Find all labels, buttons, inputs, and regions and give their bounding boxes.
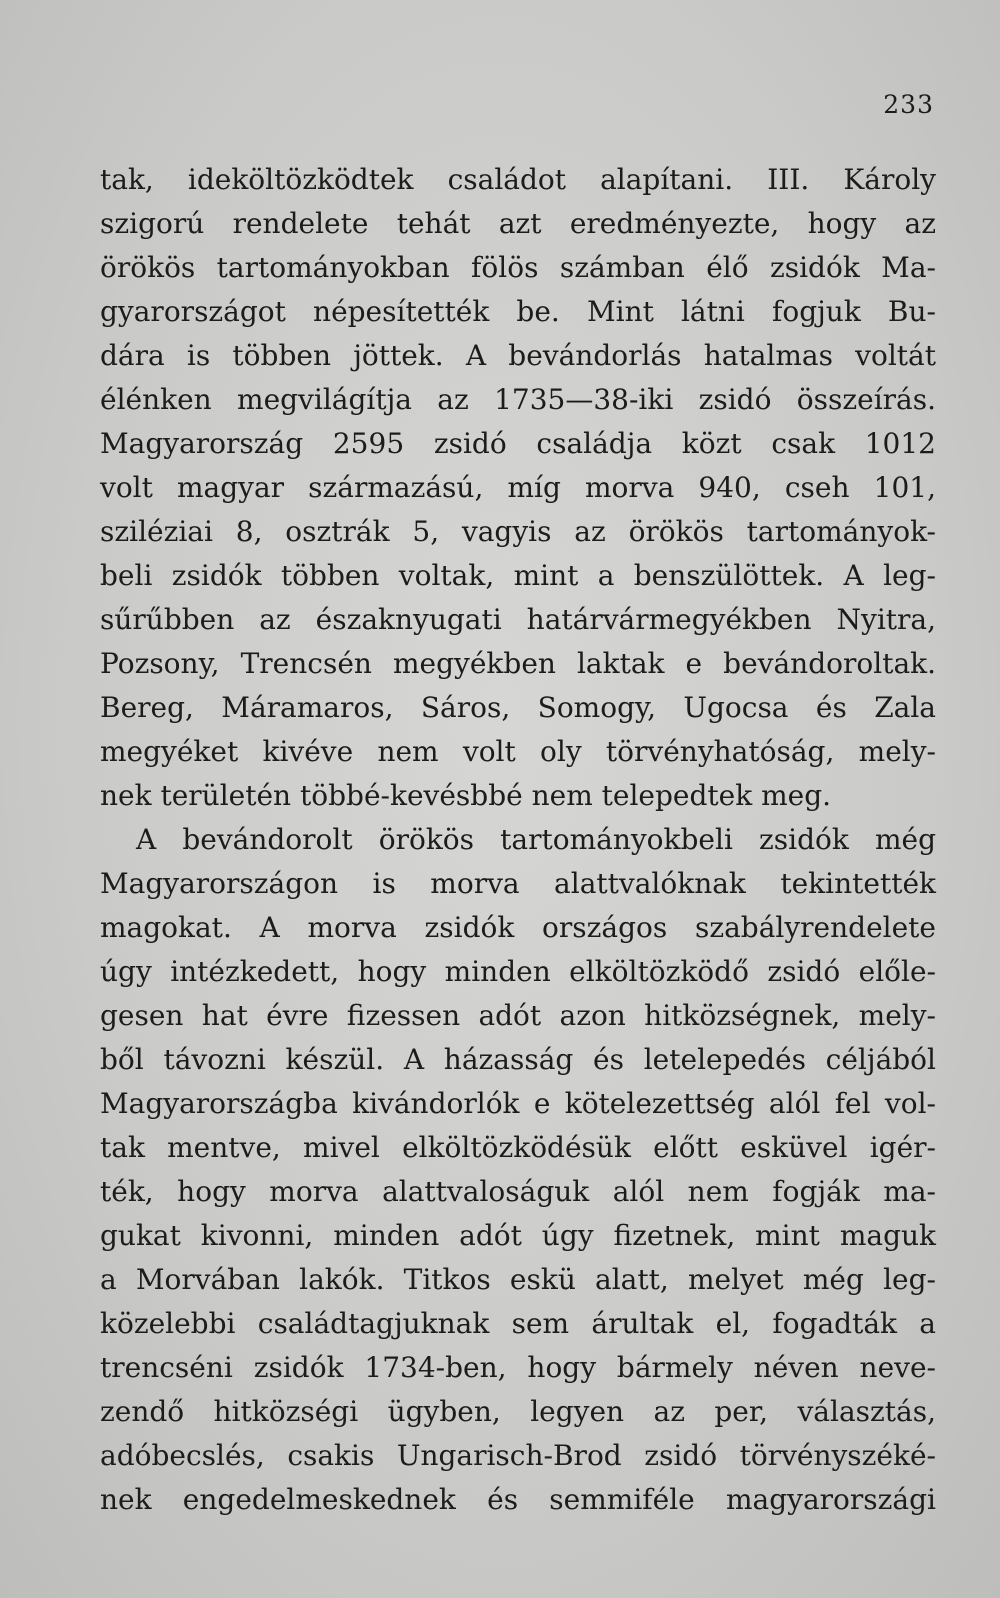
- text-line: Bereg, Máramaros, Sáros, Somogy, Ugocsa és Zala: [100, 691, 936, 724]
- text-line: Magyarország 2595 zsidó családja közt csak 1012: [100, 427, 936, 460]
- text-line: szigorú rendelete tehát azt eredményezte, hogy az: [100, 207, 936, 240]
- text-line: ték, hogy morva alattvaloságuk alól nem fogják ma-: [100, 1175, 936, 1208]
- text-line: nek területén többé-kevésbbé nem telepedtek meg.: [100, 779, 832, 812]
- text-line: tak mentve, mivel elköltözködésük előtt esküvel igér-: [100, 1131, 936, 1164]
- text-line: a Morvában lakók. Titkos eskü alatt, melyet még leg-: [100, 1263, 936, 1296]
- text-line: gukat kivonni, minden adót úgy fizetnek, mint maguk: [100, 1219, 936, 1252]
- text-line: volt magyar származású, míg morva 940, cseh 101,: [100, 471, 936, 504]
- text-line: gesen hat évre fizessen adót azon hitközségnek, mely-: [100, 999, 936, 1032]
- text-line: adóbecslés, csakis Ungarisch-Brod zsidó törvényszéké-: [100, 1439, 936, 1472]
- text-line: élénken megvilágítja az 1735—38-iki zsidó összeírás.: [100, 383, 936, 416]
- text-line: dára is többen jöttek. A bevándorlás hatalmas voltát: [100, 339, 936, 372]
- text-line: magokat. A morva zsidók országos szabályrendelete: [100, 911, 936, 944]
- text-line: tak, ideköltözködtek családot alapítani. III. Károly: [100, 163, 936, 196]
- text-line: beli zsidók többen voltak, mint a benszülöttek. A leg-: [100, 559, 936, 592]
- text-line: nek engedelmeskednek és semmiféle magyarországi: [100, 1483, 936, 1516]
- text-line: ből távozni készül. A házasság és letelepedés céljából: [100, 1043, 936, 1076]
- text-line: zendő hitközségi ügyben, legyen az per, választás,: [100, 1395, 936, 1428]
- text-line: örökös tartományokban fölös számban élő zsidók Ma-: [100, 251, 936, 284]
- text-line: sűrűbben az északnyugati határvármegyékben Nyitra,: [100, 603, 936, 636]
- text-line: közelebbi családtagjuknak sem árultak el, fogadták a: [100, 1307, 936, 1340]
- body-text: [100, 158, 936, 1522]
- text-line: Pozsony, Trencsén megyékben laktak e bevándoroltak.: [100, 647, 936, 680]
- text-line: sziléziai 8, osztrák 5, vagyis az örökös tartományok-: [100, 515, 936, 548]
- text-line: trencséni zsidók 1734-ben, hogy bármely néven neve-: [100, 1351, 936, 1384]
- text-line: úgy intézkedett, hogy minden elköltözködő zsidó előle-: [100, 955, 936, 988]
- page-number: 233: [883, 90, 934, 119]
- text-line: megyéket kivéve nem volt oly törvényhatóság, mely-: [100, 735, 936, 768]
- text-line: Magyarországba kivándorlók e kötelezettség alól fel vol-: [100, 1087, 936, 1120]
- text-line: gyarországot népesítették be. Mint látni fogjuk Bu-: [100, 295, 936, 328]
- text-line: Magyarországon is morva alattvalóknak tekintették: [100, 867, 936, 900]
- text-line: A bevándorolt örökös tartományokbeli zsidók még: [136, 823, 936, 856]
